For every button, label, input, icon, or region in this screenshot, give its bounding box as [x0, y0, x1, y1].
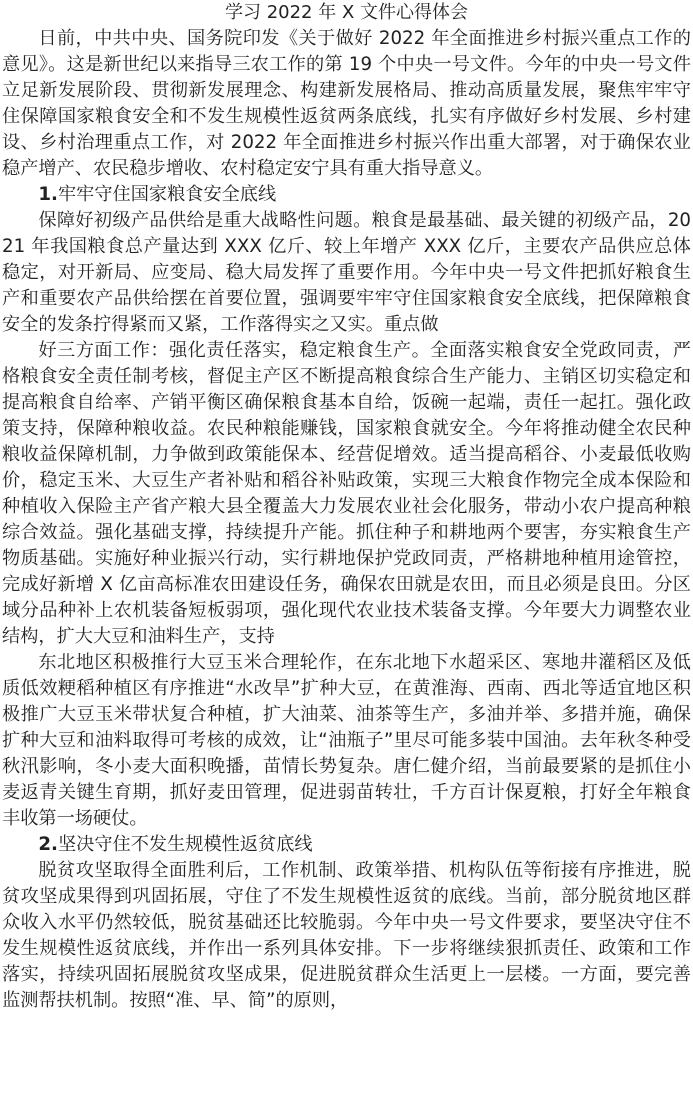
document-title: 学习 2022 年 X 文件心得体会	[224, 2, 469, 23]
section-title: 坚决守住不发生规模性返贫底线	[57, 834, 313, 855]
section-number: 1.	[38, 184, 58, 205]
section-heading	[2, 182, 691, 208]
body-paragraph: 保障好初级产品供给是重大战略性问题。粮食是最基础、最关键的初级产品，2021 年我国粮食总产量达到 XXX 亿斤、较上年增产 XXX 亿斤，主要农产品供应总体稳定，对开新局、应变局、稳大局发挥了重要作用。今年中央一号文件把抓好粮食生产和重要农产品供给摆在首要位置，强调要牢牢守住国家粮食安全底线，把保障粮食安全的发条拧得紧而又紧，工作落得实之又实。重点做	[2, 210, 691, 335]
intro-paragraph: 日前，中共中央、国务院印发《关于做好 2022 年全面推进乡村振兴重点工作的意见》。这是新世纪以来指导三农工作的第 19 个中央一号文件。今年的中央一号文件立足新发展阶段、贯彻新发展理念、构建新发展格局、推动高质量发展，聚焦牢牢守住保障国家粮食安全和不发生规模性返贫两条底线，扎实有序做好乡村发展、乡村建设、乡村治理重点工作，对 2022 年全面推进乡村振兴作出重大部署，对于确保农业稳产增产、农民稳步增收、农村稳定安宁具有重大指导意义。	[2, 28, 691, 179]
section-number: 2.	[38, 834, 58, 855]
body-paragraph: 东北地区积极推行大豆玉米合理轮作，在东北地下水超采区、寒地井灌稻区及低质低效粳稻种植区有序推进“水改旱”扩种大豆，在黄淮海、西南、西北等适宜地区积极推广大豆玉米带状复合种植，扩大油菜、油茶等生产，多油并举、多措并施，确保扩种大豆和油料取得可考核的成效，让“油瓶子”里尽可能多装中国油。去年秋冬种受秋汛影响，冬小麦大面积晚播，苗情长势复杂。唐仁健介绍，当前最要紧的是抓住小麦返青关键生育期，抓好麦田管理，促进弱苗转壮，千方百计保夏粮，打好全年粮食丰收第一场硬仗。	[2, 652, 691, 829]
section-1	[2, 182, 691, 832]
body-paragraph: 好三方面工作：强化责任落实，稳定粮食生产。全面落实粮食安全党政同责，严格粮食安全责任制考核，督促主产区不断提高粮食综合生产能力、主销区切实稳定和提高粮食自给率、产销平衡区确保粮食基本自给，饭碗一起端，责任一起扛。强化政策支持，保障种粮收益。农民种粮能赚钱，国家粮食就安全。今年将推动健全农民种粮收益保障机制，力争做到政策能保本、经营促增效。适当提高稻谷、小麦最低收购价，稳定玉米、大豆生产者补贴和稻谷补贴政策，实现三大粮食作物完全成本保险和种植收入保险主产省产粮大县全覆盖大力发展农业社会化服务，带动小农户提高种粮综合效益。强化基础支撑，持续提升产能。抓住种子和耕地两个要害，夯实粮食生产物质基础。实施好种业振兴行动，实行耕地保护党政同责，严格耕地种植用途管控，完成好新增 X 亿亩高标准农田建设任务，确保农田就是农田，而且必须是良田。分区域分品种补上农机装备短板弱项，强化现代农业技术装备支撑。今年要大力调整农业结构，扩大大豆和油料生产，支持	[2, 340, 691, 647]
section-2	[2, 832, 691, 1014]
section-title: 牢牢守住国家粮食安全底线	[57, 184, 277, 205]
section-heading	[2, 832, 691, 858]
body-paragraph: 脱贫攻坚取得全面胜利后，工作机制、政策举措、机构队伍等衔接有序推进，脱贫攻坚成果得到巩固拓展，守住了不发生规模性返贫的底线。当前，部分脱贫地区群众收入水平仍然较低，脱贫基础还比较脆弱。今年中央一号文件要求，要坚决守住不发生规模性返贫底线，并作出一系列具体安排。下一步将继续狠抓责任、政策和工作落实，持续巩固拓展脱贫攻坚成果，促进脱贫群众生活更上一层楼。一方面，要完善监测帮扶机制。按照“准、早、简”的原则，	[2, 860, 691, 1011]
